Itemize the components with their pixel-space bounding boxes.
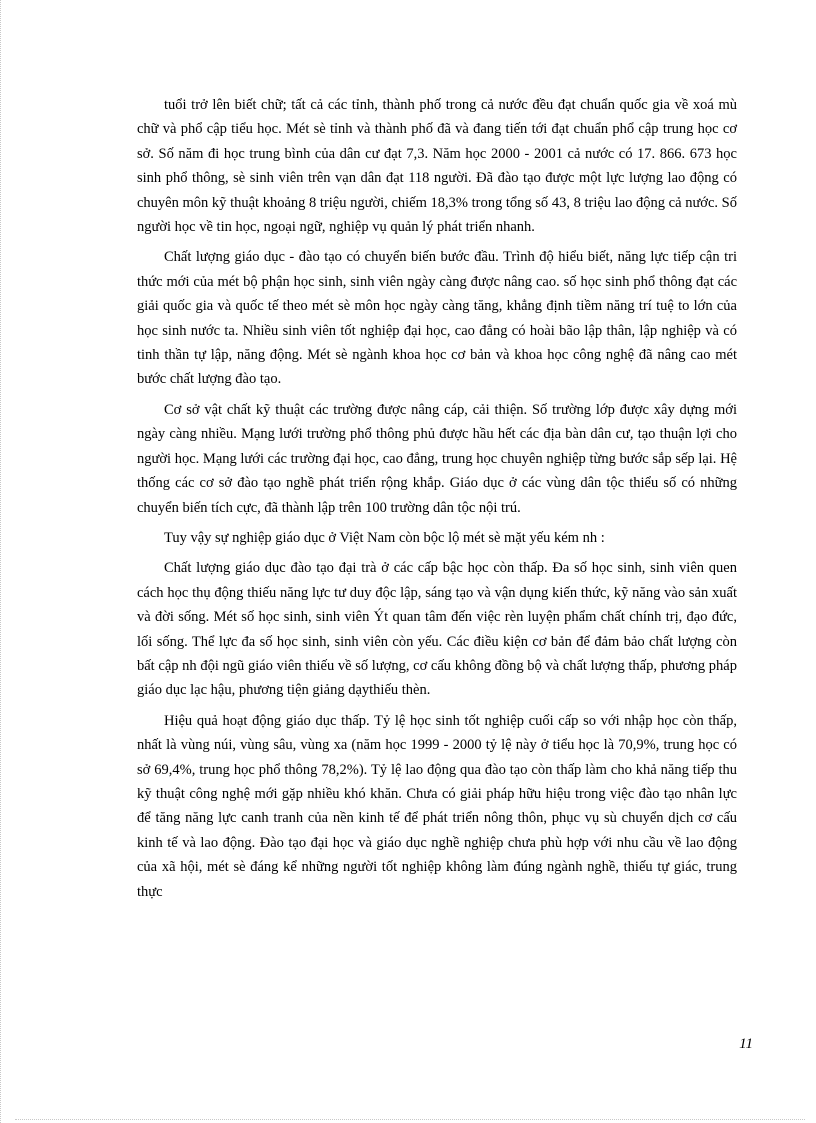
paragraph-2: Chất lượng giáo dục - đào tạo có chuyển biến bước đầu. Trình độ hiểu biết, năng lực tiếp cận tri thức mới của mét bộ phận học sinh, sinh viên ngày càng được nâng cao. số học sinh phổ thông đạt các giải quốc gia và quốc tế theo mét sè môn học ngày càng tăng, khẳng định tiềm năng trí tuệ to lớn của học sinh nước ta. Nhiều sinh viên tốt nghiệp đại học, cao đẳng có hoài bão lập thân, lập nghiệp và có tinh thần tự lập, năng động. Mét sè ngành khoa học cơ bản và khoa học công nghệ đã nâng cao mét bước chất lượng đào tạo. — [137, 249, 737, 388]
page-number: 11 — [739, 1036, 753, 1052]
body-text — [137, 93, 737, 910]
paragraph-6: Hiệu quả hoạt động giáo dục thấp. Tỷ lệ học sinh tốt nghiệp cuối cấp so với nhập học còn thấp, nhất là vùng núi, vùng sâu, vùng xa (năm học 1999 - 2000 tỷ lệ này ở tiểu học là 70,9%, trung học có sở 69,4%, trung học phổ thông 78,2%). Tỷ lệ lao động qua đào tạo còn thấp làm cho khả năng tiếp thu kỹ thuật công nghệ mới gặp nhiều khó khăn. Chưa có giải pháp hữu hiệu trong việc đào tạo nhân lực để tăng năng lực canh tranh của nền kinh tế để phát triển nông thôn, phục vụ sù chuyển dịch cơ cấu kinh tế và lao động. Đào tạo đại học và giáo dục nghề nghiệp chưa phù hợp với nhu cầu về lao động của xã hội, mét sè đáng kể những người tốt nghiệp không làm đúng ngành nghề, thiếu tự giác, trung thực — [137, 712, 737, 900]
paragraph-4: Tuy vậy sự nghiệp giáo dục ở Việt Nam còn bộc lộ mét sè mặt yếu kém nh : — [164, 529, 605, 546]
page-bottom-divider — [15, 1119, 805, 1120]
paragraph-3: Cơ sở vật chất kỹ thuật các trường được nâng cáp, cải thiện. Số trường lớp được xây dựng mới ngày càng nhiều. Mạng lưới trường phổ thông phủ được hầu hết các địa bàn dân cư, tạo thuận lợi cho người học. Mạng lưới các trường đại học, cao đẳng, trung học chuyên nghiệp từng bước sắp sếp lại. Hệ thống các cơ sở đào tạo nghề phát triển rộng khắp. Giáo dục ở các vùng dân tộc thiểu số có những chuyển biến tích cực, đã thành lập trên 100 trường dân tộc nội trú. — [137, 401, 737, 516]
paragraph-5: Chất lượng giáo dục đào tạo đại trà ở các cấp bậc học còn thấp. Đa số học sinh, sinh viên quen cách học thụ động thiếu năng lực tư duy độc lập, sáng tạo và vận dụng kiến thức, kỹ năng vào sản xuất và đời sống. Mét số học sinh, sinh viên Ýt quan tâm đến việc rèn luyện phẩm chất chính trị, đạo đức, lối sống. Thể lực đa số học sinh, sinh viên còn yếu. Các điều kiện cơ bản để đảm bảo chất lượng còn bất cập nh đội ngũ giáo viên thiếu về số lượng, cơ cấu không đồng bộ và chất lượng thấp, phương pháp giáo dục lạc hậu, phương tiện giảng dạythiếu thèn. — [137, 560, 737, 699]
paragraph-1: tuổi trở lên biết chữ; tất cả các tỉnh, thành phố trong cả nước đều đạt chuẩn quốc gia về xoá mù chữ và phổ cập tiểu học. Mét sè tỉnh và thành phố đã và đang tiến tới đạt chuẩn phổ cập trung học cơ sở. Số năm đi học trung bình của dân cư đạt 7,3. Năm học 2000 - 2001 cả nước có 17. 866. 673 học sinh phổ thông, sè sinh viên trên vạn dân đạt 118 người. Đã đào tạo được một lực lượng lao động có chuyên môn kỹ thuật khoảng 8 triệu người, chiếm 18,3% trong tổng số 43, 8 triệu lao động cả nước. Số người học về tin học, ngoại ngữ, nghiệp vụ quản lý phát triển nhanh. — [137, 97, 737, 236]
